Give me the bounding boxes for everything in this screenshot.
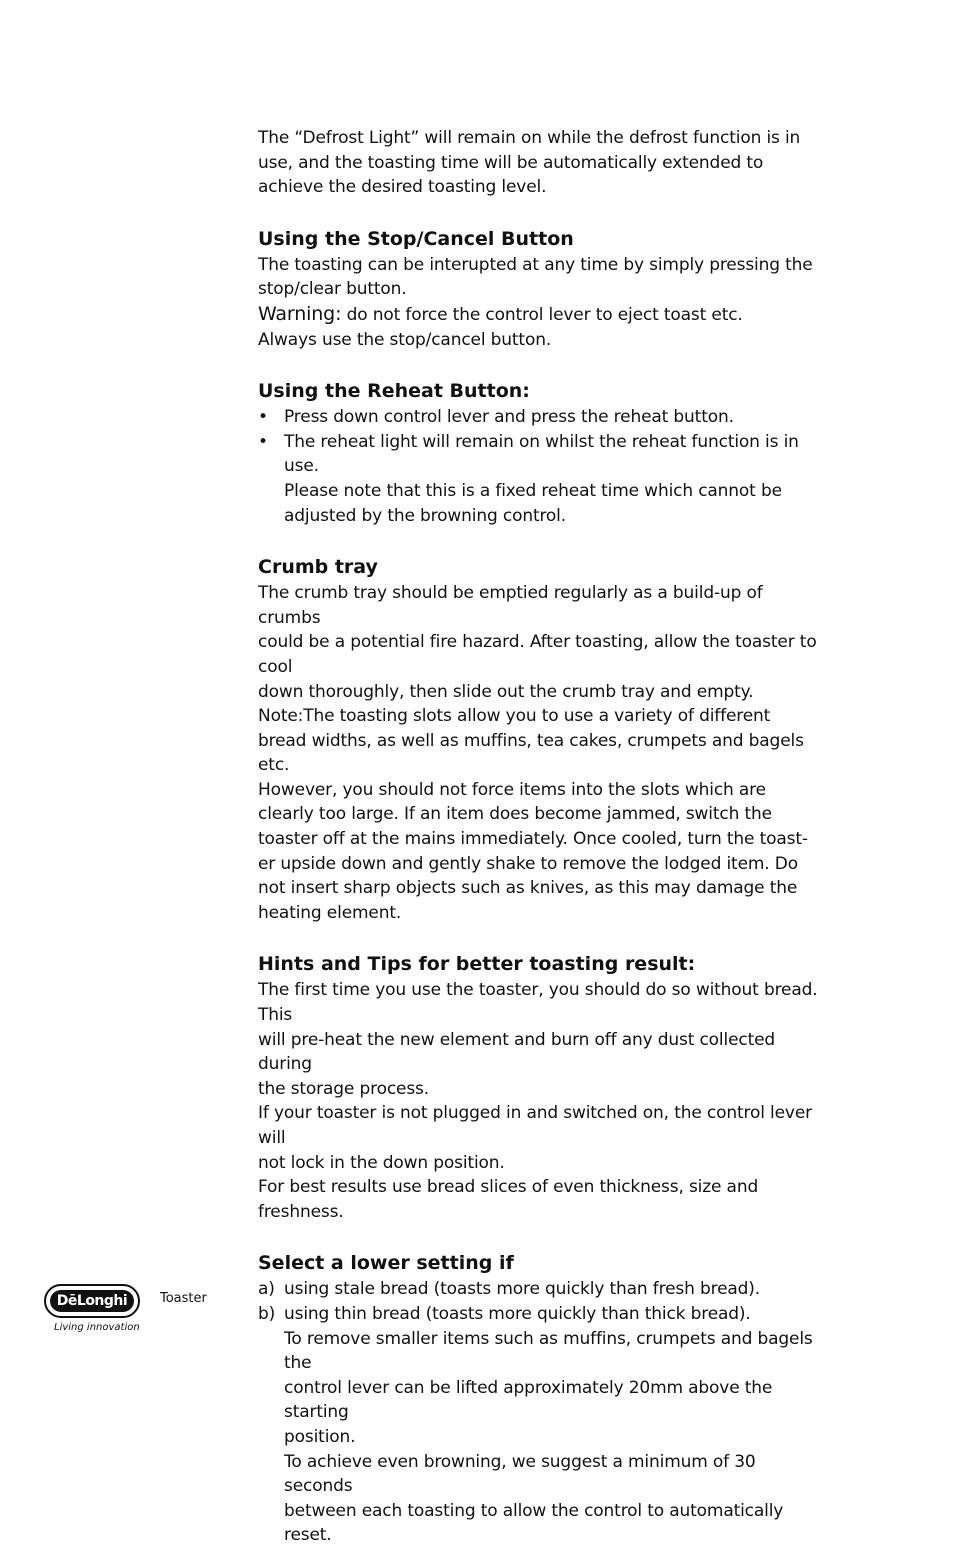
warning-label: Warning: [258,302,342,325]
footer-product-name: Toaster [160,1291,207,1306]
text-line: could be a potential fire hazard. After toasting, allow the toaster to cool [258,632,817,677]
section-stop-cancel [258,226,828,352]
list-item [258,430,828,528]
text-line: stop/clear button. [258,279,407,300]
text-line: control lever can be lifted approximately 20mm above the starting [284,1377,773,1423]
lower-setting-notes [258,1327,828,1548]
text-line: Note:The toasting slots allow you to use a variety of different [258,706,771,727]
text-line: will pre-heat the new element and burn off any dust collected during [258,1029,776,1075]
reheat-list [258,405,828,528]
logo-wordmark: DēLonghi [50,1290,134,1312]
delonghi-logo [44,1284,140,1316]
list-item [258,1302,828,1327]
section-heading: Hints and Tips for better toasting result: [258,953,696,976]
list-item-text: using stale bread (toasts more quickly than fresh bread). [284,1279,761,1300]
text-line: not insert sharp objects such as knives, as this may damage the [258,878,798,899]
text-line: For best results use bread slices of even thickness, size and freshness. [258,1177,759,1222]
text-line: To remove smaller items such as muffins, crumpets and bagels the [284,1328,813,1374]
section-crumb-tray [258,554,828,925]
bullet-marker: • [258,407,268,428]
lower-setting-list [258,1277,828,1326]
list-item [258,405,828,430]
text-line: er upside down and gently shake to remove the lodged item. Do [258,853,798,874]
list-item-text: adjusted by the browning control. [284,505,566,526]
list-item [258,1277,828,1302]
logo-oval-badge [44,1284,140,1318]
list-marker: b) [258,1303,276,1324]
section-heading: Select a lower setting if [258,1252,514,1275]
bullet-marker: • [258,431,268,452]
text-line: between each toasting to allow the control to automatically reset. [284,1500,784,1546]
list-item-text: using thin bread (toasts more quickly than thick bread). [284,1303,751,1324]
warning-text: do not force the control lever to eject toast etc. [341,304,743,325]
text-line: toaster off at the mains immediately. Once cooled, turn the toast- [258,829,808,850]
text-line: clearly too large. If an item does become jammed, switch the [258,804,772,825]
section-heading: Using the Stop/Cancel Button [258,227,574,250]
text-line: The “Defrost Light” will remain on while the defrost function is in [258,128,801,148]
text-line: To achieve even browning, we suggest a minimum of 30 seconds [284,1451,756,1497]
manual-page-column [258,126,828,1548]
text-line: The toasting can be interupted at any time by simply pressing the [258,254,813,275]
list-item-text: Please note that this is a fixed reheat time which cannot be [284,480,782,501]
text-line: heating element. [258,902,402,923]
text-line: use, and the toasting time will be automatically extended to [258,152,764,173]
text-line: down thoroughly, then slide out the crumb tray and empty. [258,681,754,702]
text-line: Always use the stop/cancel button. [258,329,552,350]
text-line: position. [284,1426,356,1447]
text-line: The crumb tray should be emptied regularly as a build-up of crumbs [258,583,763,628]
text-line: achieve the desired toasting level. [258,177,547,198]
text-line: However, you should not force items into the slots which are [258,779,766,800]
text-line: The first time you use the toaster, you should do so without bread. This [258,980,818,1026]
section-lower-setting [258,1250,828,1548]
section-heading: Crumb tray [258,556,378,579]
brand-tagline: Living innovation [54,1322,140,1333]
section-hints-tips [258,951,828,1224]
text-line: the storage process. [258,1078,430,1099]
text-line: bread widths, as well as muffins, tea cakes, crumpets and bagels etc. [258,730,804,776]
warning-line [258,302,828,328]
defrost-intro [258,126,828,200]
text-line: If your toaster is not plugged in and switched on, the control lever will [258,1103,812,1148]
section-heading: Using the Reheat Button: [258,380,530,403]
section-reheat [258,378,828,528]
text-line: not lock in the down position. [258,1152,505,1173]
list-item-text: The reheat light will remain on whilst the reheat function is in use. [284,431,799,477]
list-marker: a) [258,1279,275,1300]
list-item-text: Press down control lever and press the reheat button. [284,407,734,428]
